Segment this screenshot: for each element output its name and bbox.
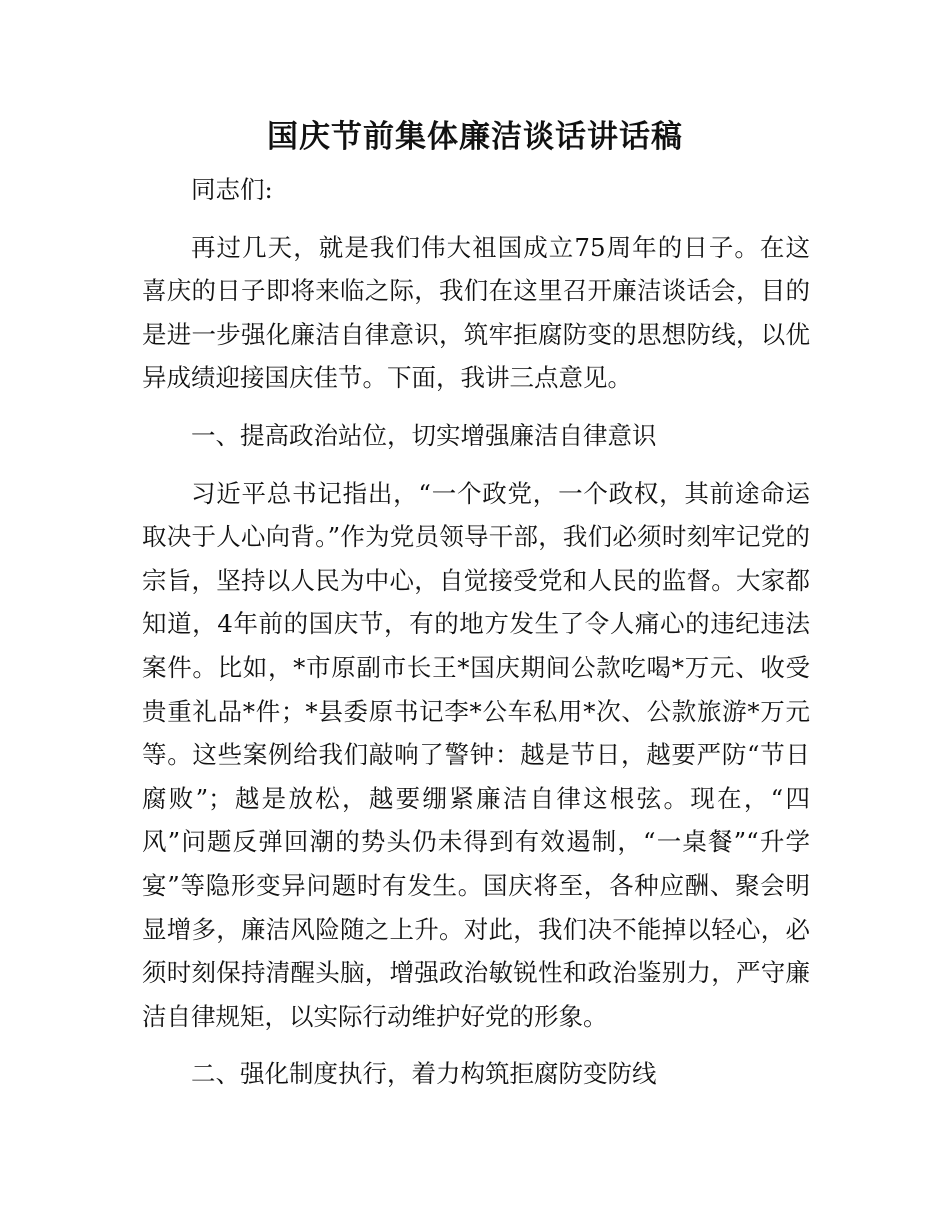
section-1-paragraph: 习近平总书记指出，“一个政党，一个政权，其前途命运取决于人心向背。”作为党员领导干部，我们必须时刻牢记党的宗旨，坚持以人民为中心，自觉接受党和人民的监督。大家都知道，4年前的国庆节，有的地方发生了令人痛心的违纪违法案件。比如，*市原副市长王*国庆期间公款吃喝*万元、收受贵重礼品*件；*县委原书记李*公车私用*次、公款旅游*万元等。这些案例给我们敲响了警钟：越是节日，越要严防“节日腐败”；越是放松，越要绷紧廉洁自律这根弦。现在，“四风”问题反弹回潮的势头仍未得到有效遏制，“一桌餐”“升学宴”等隐形变异问题时有发生。国庆将至，各种应酬、聚会明显增多，廉洁风险随之上升。对此，我们决不能掉以轻心，必须时刻保持清醒头脑，增强政治敏锐性和政治鉴别力，严守廉洁自律规矩，以实际行动维护好党的形象。: [142, 478, 810, 1031]
section-heading-2: 二、强化制度执行，着力构筑拒腐防变防线: [191, 1059, 657, 1089]
salutation: 同志们:: [191, 175, 273, 204]
intro-paragraph: 再过几天，就是我们伟大祖国成立75周年的日子。在这喜庆的日子即将来临之际，我们在这里召开廉洁谈话会，目的是进一步强化廉洁自律意识，筑牢拒腐防变的思想防线，以优异成绩迎接国庆佳节。下面，我讲三点意见。: [142, 232, 810, 393]
section-heading-1: 一、提高政治站位，切实增强廉洁自律意识: [191, 420, 657, 450]
document-body: [142, 168, 810, 1110]
document-title: 国庆节前集体廉洁谈话讲话稿: [267, 119, 683, 155]
